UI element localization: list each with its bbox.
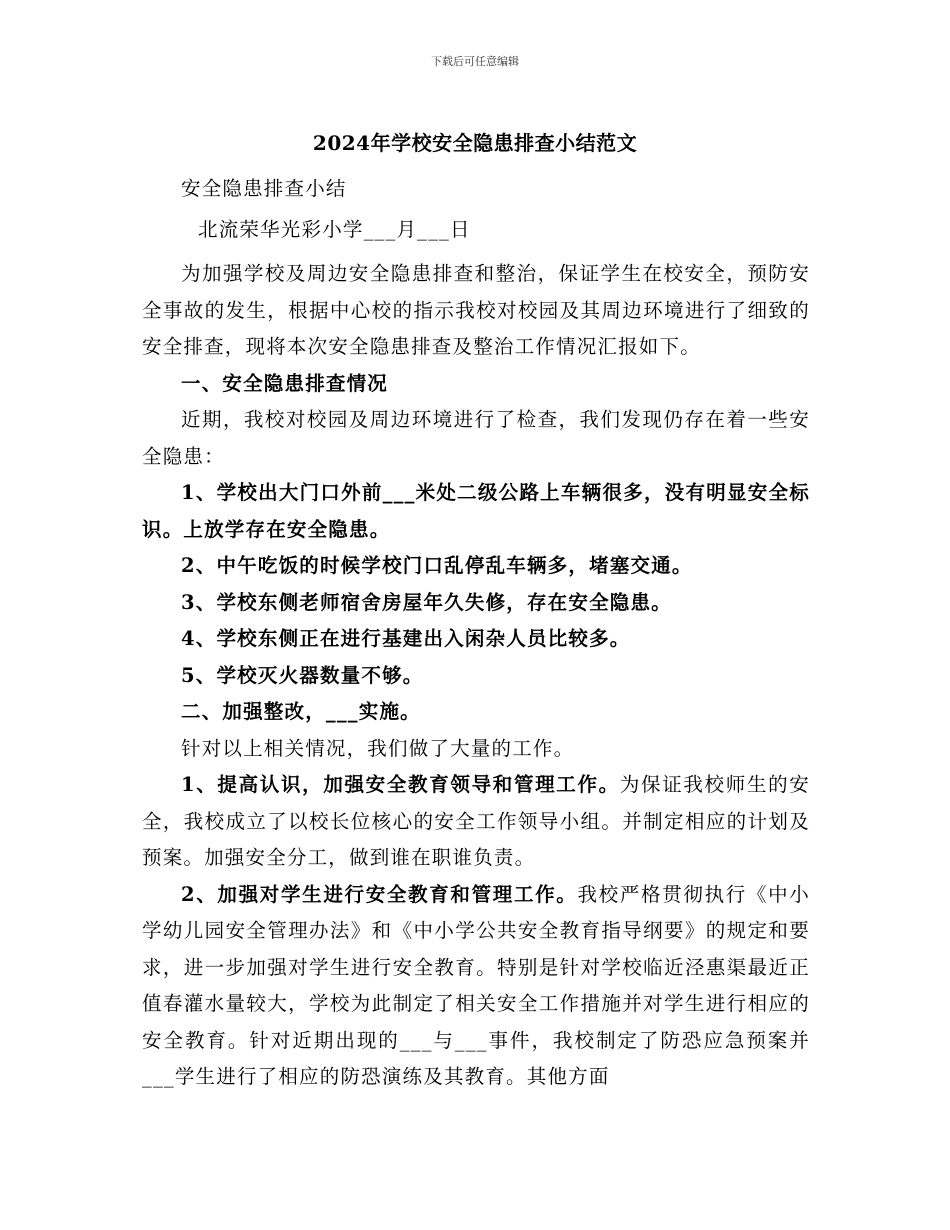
- section1-intro: 近期，我校对校园及周边环境进行了检查，我们发现仍存在着一些安全隐患：: [142, 408, 810, 468]
- measure-lead: 2、加强对学生进行安全教育和管理工作。: [181, 882, 578, 906]
- section2-intro: 针对以上相关情况，我们做了大量的工作。: [181, 736, 575, 760]
- measure-text: 我校严格贯彻执行《中小学幼儿园安全管理办法》和《中小学公共安全教育指导纲要》的规定和要求，进一步加强对学生进行安全教育。特别是针对学校临近泾惠渠最近正值春灌水量较大，学校为此制定了相关安全工作措施并对学生进行相应的安全教育。针对近期出现的___与___事件，我校制定了防恐应急预案并___学生进行了相应的防恐演练及其教育。其他方面: [142, 882, 811, 1088]
- date-line: 北流荣华光彩小学___月___日: [198, 217, 471, 241]
- measure-paragraph: [142, 767, 810, 877]
- intro-paragraph: 为加强学校及周边安全隐患排查和整治，保证学生在校安全，预防安全事故的发生，根据中心校的指示我校对校园及其周边环境进行了细致的安全排查，现将本次安全隐患排查及整治工作情况汇报如下。: [142, 262, 810, 358]
- section1-heading: 一、安全隐患排查情况: [181, 371, 389, 395]
- document-title: 2024年学校安全隐患排查小结范文: [312, 131, 638, 155]
- subtitle: 安全隐患排查小结: [181, 177, 347, 200]
- issue-item: 5、学校灭火器数量不够。: [181, 663, 424, 687]
- header-note: 下载后可任意编辑: [431, 55, 519, 68]
- section2-heading: 二、加强整改，___实施。: [181, 700, 421, 723]
- issue-item: 4、学校东侧正在进行基建出入闲杂人员比较多。: [181, 627, 631, 650]
- document-body: [142, 171, 810, 1096]
- issue-item: 3、学校东侧老师宿舍房屋年久失修，存在安全隐患。: [181, 590, 672, 614]
- issue-item: 2、中午吃饭的时候学校门口乱停乱车辆多，堵塞交通。: [181, 554, 693, 577]
- measure-text: 为保证我校师生的安全，我校成立了以校长位核心的安全工作领导小组。并制定相应的计划及预案。加强安全分工，做到谁在职谁负责。: [142, 773, 810, 869]
- measure-lead: 1、提高认识，加强安全教育领导和管理工作。: [181, 773, 620, 796]
- measure-paragraph: [142, 877, 810, 1096]
- issue-item: 1、学校出大门口外前___米处二级公路上车辆很多，没有明显安全标识。上放学存在安全隐患。: [142, 481, 810, 541]
